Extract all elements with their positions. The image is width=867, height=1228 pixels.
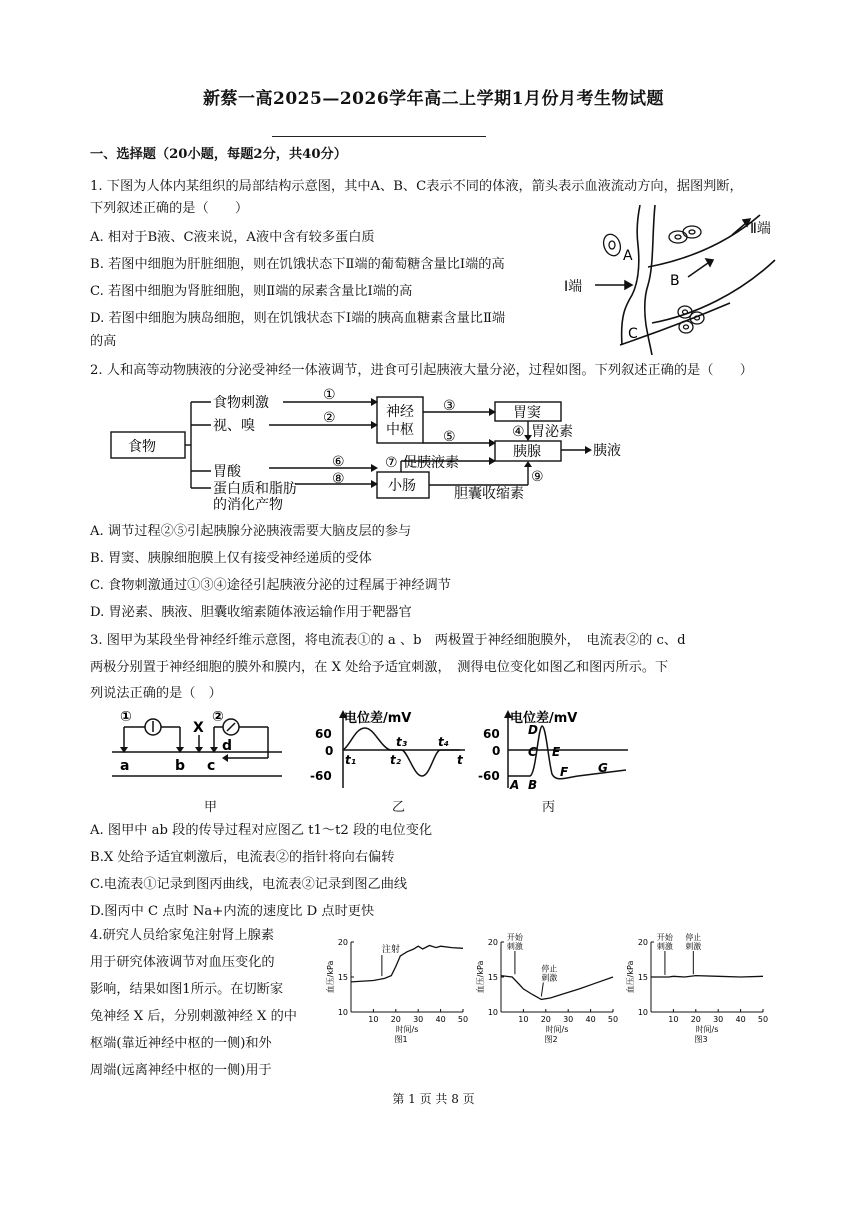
q2-digest-label1: 蛋白质和脂肪 [213, 481, 297, 497]
q1-option-c: C. 若图中细胞为肾脏细胞，则Ⅱ端的尿素含量比Ⅰ端的高 [90, 284, 413, 299]
q2-stem: 2. 人和高等动物胰液的分泌受神经一体液调节，进食可引起胰液大量分泌，过程如图。下列叙述正确的是（ ） [90, 363, 753, 378]
q1-option-a: A. 相对于B液、C液来说，A液中含有较多蛋白质 [90, 230, 375, 245]
q4-chart-3 [625, 930, 775, 1050]
q2-secretin-label: 促胰液素 [403, 455, 459, 471]
y-tick-label: 10 [337, 1008, 348, 1017]
annotation-start: 开始 [506, 933, 523, 942]
x-tick-label: 20 [690, 1015, 701, 1024]
q3-fig-bing [478, 708, 638, 793]
q2-digest-label2: 的消化产物 [213, 497, 283, 513]
section-heading: 一、选择题（20小题，每题2分，共40分） [90, 147, 347, 162]
q2-option-c: C. 食物刺激通过①③④途径引起胰液分泌的过程属于神经调节 [90, 578, 451, 593]
q3-point-b: B [528, 778, 538, 792]
q2-path-7: ⑦ [385, 455, 398, 471]
y-tick-label: 10 [487, 1008, 498, 1017]
q3-point-a: A [510, 778, 520, 792]
q3-yi-t4: t₄ [438, 735, 449, 749]
y-tick-label: 20 [637, 938, 648, 947]
x-tick-label: 30 [563, 1015, 574, 1024]
q2-path-9: ⑨ [531, 469, 544, 485]
q3-yi-t2: t₂ [390, 753, 401, 767]
q3-fig-yi [310, 708, 470, 793]
q2-intestine-label: 小肠 [388, 478, 416, 494]
q3-option-d: D.图丙中 C 点时 Na+内流的速度比 D 点时更快 [90, 904, 375, 919]
q1-label-c: C [628, 326, 638, 342]
y-axis-label: 血压/kPa [626, 960, 635, 994]
y-tick-label: 20 [337, 938, 348, 947]
q3-yi-tick-60: 60 [315, 727, 332, 741]
q2-path-2: ② [323, 410, 336, 426]
x-tick-label: 30 [413, 1015, 424, 1024]
y-axis-label: 血压/kPa [476, 960, 485, 994]
q3-bing-tick-0: 0 [492, 744, 501, 758]
q2-path-5: ⑤ [443, 429, 456, 445]
x-axis-label: 时间/s [545, 1025, 569, 1034]
x-tick-label: 20 [540, 1015, 551, 1024]
q3-caption-yi: 乙 [392, 800, 406, 815]
q3-option-a: A. 图甲中 ab 段的传导过程对应图乙 t1～t2 段的电位变化 [90, 823, 433, 838]
annotation-arrow [541, 983, 543, 997]
x-tick-label: 10 [368, 1015, 379, 1024]
q1-option-b: B. 若图中细胞为肝脏细胞，则在饥饿状态下Ⅱ端的葡萄糖含量比Ⅰ端的高 [90, 257, 505, 272]
chart-caption: 图1 [394, 1035, 408, 1044]
x-tick-label: 40 [735, 1015, 746, 1024]
q2-path-6: ⑥ [332, 454, 345, 470]
q3-a-label: a [120, 758, 130, 774]
q2-antrum-label: 胃窦 [513, 405, 541, 421]
q2-option-d: D. 胃泌素、胰液、胆囊收缩素随体液运输作用于靶器官 [90, 605, 412, 620]
x-tick-label: 50 [457, 1015, 469, 1024]
y-tick-label: 15 [637, 973, 648, 982]
y-tick-label: 20 [487, 938, 498, 947]
q3-point-g: G [598, 761, 608, 775]
title-divider [272, 136, 486, 137]
q2-nerve-label2: 中枢 [386, 422, 414, 438]
q1-label-b: B [670, 273, 680, 289]
q1-label-a: A [623, 248, 633, 264]
q1-tissue-diagram [560, 205, 800, 355]
q3-yi-tick-m60: -60 [310, 769, 332, 783]
q2-pancreas-label: 胰腺 [513, 444, 541, 460]
q2-option-b: B. 胃窦、胰腺细胞膜上仅有接受神经递质的受体 [90, 551, 372, 566]
q1-stem-line1: 1. 下图为人体内某组织的局部结构示意图，其中A、B、C表示不同的体液，箭头表示血液流动方向，据图判断， [90, 179, 743, 194]
q3-c-label: c [207, 758, 216, 774]
q3-point-d: D [528, 723, 538, 737]
x-tick-label: 50 [607, 1015, 619, 1024]
q3-meter1-label: ① [120, 710, 132, 725]
q3-d-label: d [222, 738, 233, 754]
q3-bing-ylabel: 电位差/mV [510, 711, 578, 726]
q3-yi-tick-0: 0 [325, 744, 334, 758]
q2-juice-label: 胰液 [593, 443, 621, 459]
q4-line3: 影响，结果如图1所示。在切断家 [90, 982, 284, 997]
q4-line1: 4.研究人员给家兔注射肾上腺素 [90, 928, 275, 943]
annotation-stop: 停止 [685, 933, 702, 942]
q3-yi-ylabel: 电位差/mV [344, 711, 412, 726]
x-axis-label: 时间/s [395, 1025, 419, 1034]
annotation-stop-2: 刺激 [685, 942, 702, 951]
y-tick-label: 10 [637, 1008, 648, 1017]
q3-stem-line2: 两极分别置于神经细胞的膜外和膜内，在 X 处给予适宜刺激， 测得电位变化如图乙和图丙所示。下 [90, 660, 669, 675]
x-tick-label: 30 [713, 1015, 724, 1024]
q4-line5: 枢端(靠近神经中枢的一侧)和外 [90, 1036, 272, 1051]
x-axis-label: 时间/s [695, 1025, 719, 1034]
x-tick-label: 50 [757, 1015, 769, 1024]
q2-path-4: ④ [512, 424, 525, 440]
q3-stem-line1: 3. 图甲为某段坐骨神经纤维示意图，将电流表①的 a 、b 两极置于神经细胞膜外， 电流表②的 c、d [90, 633, 686, 648]
x-tick-label: 10 [518, 1015, 529, 1024]
annotation-stop: 停止 [541, 964, 558, 974]
q2-path-8: ⑧ [332, 471, 345, 487]
q2-option-a: A. 调节过程②⑤引起胰腺分泌胰液需要大脑皮层的参与 [90, 524, 412, 539]
q1-end2-label: Ⅱ端 [750, 221, 771, 237]
q2-path-1: ① [323, 387, 336, 403]
q3-point-f: F [560, 765, 569, 779]
q1-option-d-cont: 的高 [90, 334, 117, 349]
q4-line6: 周端(远离神经中枢的一侧)用于 [90, 1063, 272, 1078]
chart-caption: 图3 [694, 1035, 708, 1044]
y-axis-label: 血压/kPa [326, 960, 335, 994]
q1-stem-line2: 下列叙述正确的是（ ） [90, 201, 249, 216]
q3-yi-t: t [457, 753, 463, 767]
q2-cck-label: 胆囊收缩素 [454, 486, 524, 502]
q3-x-label: X [193, 720, 204, 736]
x-tick-label: 40 [435, 1015, 446, 1024]
q2-nerve-label1: 神经 [386, 404, 414, 420]
q2-gastrin-label: 胃泌素 [531, 424, 573, 440]
q2-acid-label: 胃酸 [213, 464, 241, 480]
annotation-start-2: 刺激 [506, 942, 523, 951]
annotation-injection: 注射 [381, 945, 400, 955]
q3-bing-tick-60: 60 [483, 727, 500, 741]
x-tick-label: 20 [390, 1015, 401, 1024]
chart-caption: 图2 [544, 1035, 558, 1044]
q3-caption-jia: 甲 [204, 800, 218, 815]
y-tick-label: 15 [337, 973, 348, 982]
q3-yi-t1: t₁ [345, 753, 356, 767]
q2-path-3: ③ [443, 398, 456, 414]
annotation-start-2: 刺激 [656, 942, 673, 951]
q3-point-e: E [552, 745, 561, 759]
q4-line4: 兔神经 X 后，分别刺激神经 X 的中 [90, 1009, 297, 1024]
q2-food-stim-label: 食物刺激 [213, 395, 269, 411]
q3-point-c: C [528, 745, 537, 759]
q3-bing-tick-m60: -60 [478, 769, 500, 783]
page-footer: 第 1 页 共 8 页 [392, 1092, 475, 1106]
series-line [351, 946, 463, 982]
x-tick-label: 40 [585, 1015, 596, 1024]
q4-chart-1 [325, 930, 475, 1050]
q3-yi-t3: t₃ [396, 735, 407, 749]
annotation-stop-2: 刺激 [541, 973, 558, 983]
x-tick-label: 10 [668, 1015, 679, 1024]
q3-meter2-label: ② [212, 710, 224, 725]
q2-flow-diagram [105, 385, 645, 513]
q1-end1-label: Ⅰ端 [564, 279, 583, 295]
q3-caption-bing: 丙 [542, 800, 556, 815]
q2-food-label: 食物 [128, 439, 156, 455]
q4-chart-2 [475, 930, 625, 1050]
q3-b-label: b [175, 758, 186, 774]
q3-fig-jia [110, 710, 285, 790]
annotation-start: 开始 [656, 933, 673, 942]
q1-option-d: D. 若图中细胞为胰岛细胞，则在饥饿状态下Ⅰ端的胰高血糖素含量比Ⅱ端 [90, 311, 506, 326]
q2-sight-smell-label: 视、嗅 [213, 418, 255, 434]
y-tick-label: 15 [487, 973, 498, 982]
series-line [651, 976, 763, 977]
q3-stem-line3: 列说法正确的是（ ） [90, 686, 222, 701]
q3-option-c: C.电流表①记录到图丙曲线，电流表②记录到图乙曲线 [90, 877, 408, 892]
q3-option-b: B.X 处给予适宜刺激后，电流表②的指针将向右偏转 [90, 850, 395, 865]
page-title: 新蔡一高2025—2026学年高二上学期1月份月考生物试题 [203, 89, 664, 109]
q4-line2: 用于研究体液调节对血压变化的 [90, 955, 275, 970]
